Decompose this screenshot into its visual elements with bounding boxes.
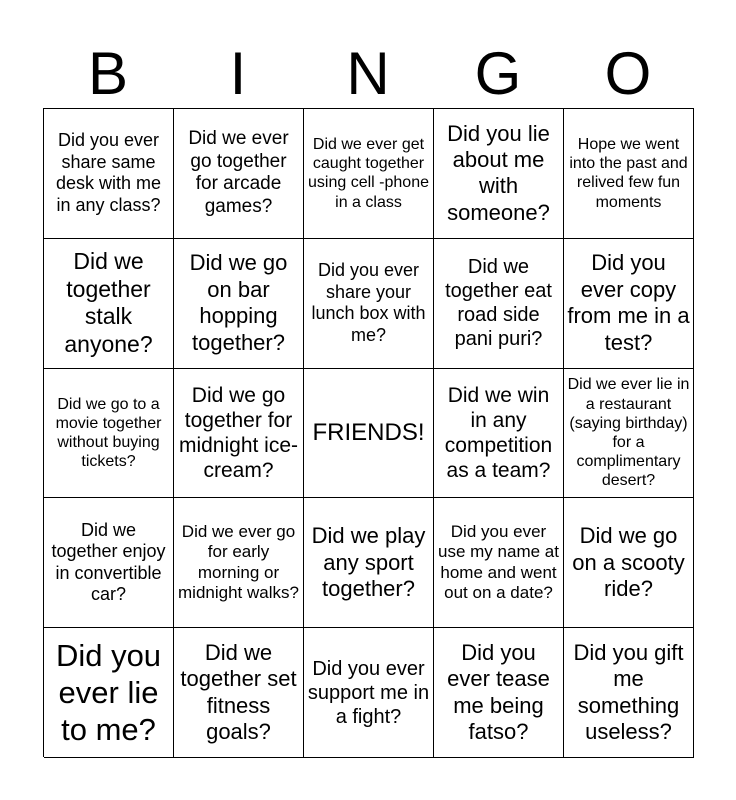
cell-text: Did we go to a movie together without buying tickets? (55, 395, 162, 471)
bingo-cell[interactable] (564, 109, 694, 239)
cell-text: Did we go on bar hopping together? (189, 250, 288, 355)
cell-text: Did we together set fitness goals? (180, 639, 297, 744)
bingo-cell[interactable] (434, 369, 564, 499)
bingo-cell[interactable] (564, 239, 694, 369)
cell-text: Did we together enjoy in convertible car? (51, 519, 166, 605)
cell-text: Did you ever tease me being fatso? (447, 639, 550, 744)
bingo-cell[interactable] (174, 369, 304, 499)
free-space-cell[interactable] (304, 369, 434, 499)
cell-text: Did you ever support me in a fight? (307, 657, 430, 728)
cell-text: Did you ever lie to me? (55, 637, 162, 748)
bingo-cell[interactable] (44, 369, 174, 499)
bingo-cell[interactable] (564, 369, 694, 499)
bingo-cell[interactable] (304, 109, 434, 239)
cell-text: Did we together stalk anyone? (64, 248, 153, 357)
cell-text: Did you ever share your lunch box with me? (311, 260, 426, 345)
cell-text: Did you lie about me with someone? (447, 120, 550, 225)
bingo-cell[interactable] (434, 109, 564, 239)
bingo-cell[interactable] (44, 239, 174, 369)
cell-text: Did we together eat road side pani puri? (445, 256, 552, 351)
bingo-grid (43, 108, 694, 757)
header-letter-i: I (229, 40, 247, 107)
cell-text: Did we ever get caught together using cell -phone in a class (308, 136, 429, 211)
cell-text: Did we ever go for early morning or midnight walks? (178, 522, 299, 603)
bingo-cell[interactable] (44, 109, 174, 239)
cell-text: Did we go together for midnight ice-cream? (178, 383, 299, 483)
cell-text: Did you ever copy from me in a test? (567, 250, 690, 355)
bingo-cell[interactable] (304, 498, 434, 628)
bingo-header (43, 40, 693, 108)
bingo-cell[interactable] (174, 498, 304, 628)
bingo-cell[interactable] (174, 109, 304, 239)
bingo-cell[interactable] (434, 239, 564, 369)
cell-text: Did you ever share same desk with me in any class? (55, 130, 162, 215)
cell-text: Did we go on a scooty ride? (572, 523, 685, 601)
bingo-cell[interactable] (434, 628, 564, 758)
bingo-cell[interactable] (44, 498, 174, 628)
header-letter-g: G (474, 40, 522, 107)
bingo-cell[interactable] (44, 628, 174, 758)
cell-text: Did we play any sport together? (311, 523, 426, 601)
bingo-cell[interactable] (564, 498, 694, 628)
header-letter-n: N (346, 40, 390, 107)
header-letter-o: O (604, 40, 652, 107)
bingo-cell[interactable] (174, 239, 304, 369)
bingo-cell[interactable] (174, 628, 304, 758)
bingo-cell[interactable] (434, 498, 564, 628)
cell-text: Did we win in any competition as a team? (444, 383, 553, 483)
bingo-cell[interactable] (564, 628, 694, 758)
cell-text: Did you ever use my name at home and went out on a date? (438, 522, 559, 603)
bingo-cell[interactable] (304, 628, 434, 758)
free-space-text: FRIENDS! (312, 418, 425, 446)
bingo-cell[interactable] (304, 239, 434, 369)
cell-text: Hope we went into the past and relived few fun moments (569, 136, 688, 211)
cell-text: Did we ever lie in a restaurant (saying birthday) for a complimentary desert? (567, 376, 690, 490)
cell-text: Did you gift me something useless? (573, 639, 684, 744)
cell-text: Did we ever go together for arcade games? (188, 127, 289, 218)
header-letter-b: B (87, 40, 129, 107)
